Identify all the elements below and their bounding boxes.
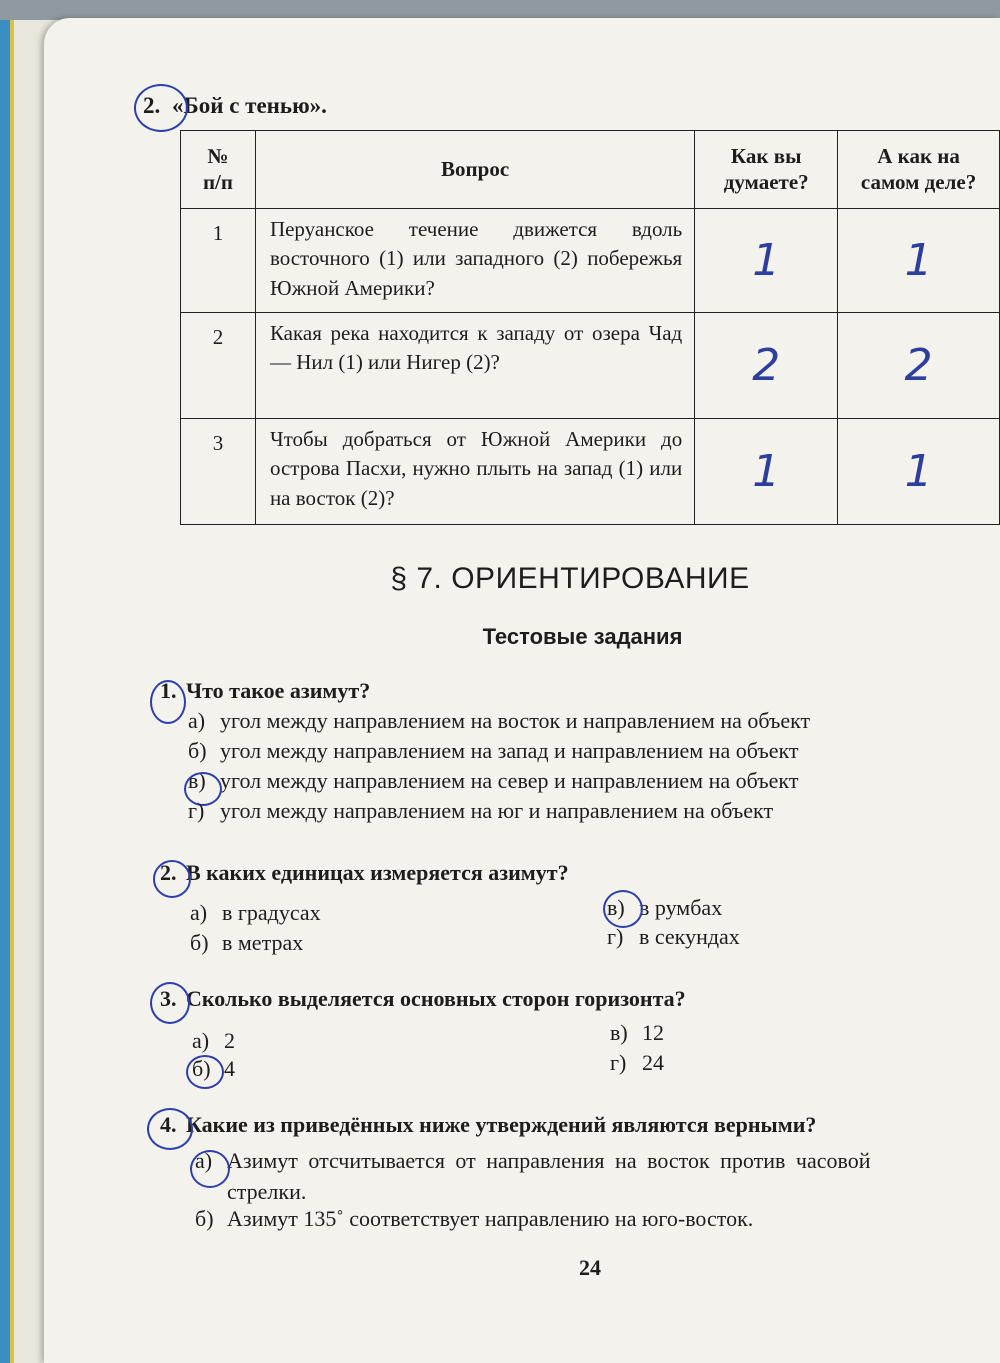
option-text: Азимут отсчитывается от направления на восток против часовой [227,1148,871,1173]
option-letter: в) [607,895,625,920]
question-2-title [160,860,569,886]
row-question: Какая река находится к западу от озера Чад — Нил (1) или Нигер (2)? [255,313,694,419]
row-question: Перуанское течение движется вдоль восточного (1) или западного (2) побережья Южной Америки? [255,209,694,313]
option-text: 4 [224,1056,235,1081]
option[interactable] [188,798,773,824]
task-number: 2. [143,93,161,118]
option[interactable] [610,1050,664,1076]
option-letter: г) [607,924,624,949]
option[interactable] [195,1206,753,1232]
option-text: угол между направлением на восток и направлением на объект [220,708,811,733]
table-row [181,419,1000,525]
option-text: Азимут 135˚ соответствует направлению на юго-восток. [227,1206,754,1231]
question-text: Сколько выделяется основных сторон горизонта? [186,986,686,1011]
handwritten-actual[interactable]: 1 [838,209,1000,313]
question-4-title [160,1112,816,1138]
header-actual: А как на самом деле? [838,131,1000,209]
handwritten-circle [153,860,191,898]
option-letter: а) [192,1028,210,1053]
header-number: № п/п [181,131,256,209]
section-title: § 7. ОРИЕНТИРОВАНИЕ [390,562,750,595]
handwritten-guess[interactable]: 1 [695,419,838,525]
option-letter: г) [610,1050,627,1075]
option-text: в метрах [222,930,304,955]
option[interactable] [190,900,321,926]
header-guess: Как вы думаете? [695,131,838,209]
handwritten-guess[interactable]: 2 [695,313,838,419]
question-number: 3. [160,986,177,1011]
row-number: 1 [181,209,256,313]
option-text: угол между направлением на юг и направлением на объект [220,798,774,823]
option[interactable] [188,738,799,764]
option-letter: б) [188,738,207,763]
option-text: в румбах [639,895,723,920]
question-3-title [160,986,686,1012]
handwritten-circle [150,982,190,1024]
option-letter: б) [195,1206,214,1231]
question-text: Какие из приведённых ниже утверждений являются верными? [186,1112,817,1137]
table-row [181,209,1000,313]
option[interactable] [188,708,810,734]
option-letter: в) [188,768,206,793]
option[interactable] [610,1020,664,1046]
option-text: 24 [642,1050,664,1075]
question-text: В каких единицах измеряется азимут? [186,860,569,885]
option-continuation: стрелки. [227,1179,307,1204]
question-text: Что такое азимут? [186,678,371,703]
quiz-table [180,130,1000,525]
handwritten-circle [147,1108,193,1150]
option-letter: б) [192,1056,211,1081]
option-text: угол между направлением на север и направлением на объект [220,768,799,793]
question-number: 1. [160,678,177,703]
handwritten-actual[interactable]: 2 [838,313,1000,419]
option[interactable] [607,924,740,950]
option[interactable] [192,1028,235,1054]
option-text: 2 [224,1028,235,1053]
task-title-text: «Бой с тенью». [172,93,327,118]
option[interactable] [188,768,798,794]
section-subtitle: Тестовые задания [482,624,683,649]
option-letter: в) [610,1020,628,1045]
option-letter: а) [195,1148,213,1173]
handwritten-circle [134,84,188,132]
header-question: Вопрос [255,131,694,209]
option-text: в градусах [222,900,321,925]
handwritten-circle [186,1055,224,1089]
option-letter: а) [190,900,208,925]
question-1-title [160,678,370,704]
option-letter: б) [190,930,209,955]
row-number: 3 [181,419,256,525]
handwritten-circle [190,1150,230,1188]
option-letter: а) [188,708,206,733]
option-letter: г) [188,798,205,823]
question-number: 4. [160,1112,177,1137]
question-number: 2. [160,860,177,885]
row-question: Чтобы добраться от Южной Америки до острова Пасхи, нужно плыть на запад (1) или на восток (2)? [255,419,694,525]
option[interactable] [190,930,303,956]
table-row [181,313,1000,419]
row-number: 2 [181,313,256,419]
option[interactable] [195,1148,871,1174]
option-text: в секундах [639,924,740,949]
table-header-row [181,131,1000,209]
option-text: 12 [642,1020,664,1045]
page-number: 24 [579,1255,601,1280]
handwritten-circle [150,680,186,724]
handwritten-actual[interactable]: 1 [838,419,1000,525]
handwritten-circle [603,890,643,928]
handwritten-guess[interactable]: 1 [695,209,838,313]
option-text: угол между направлением на запад и направлением на объект [220,738,799,763]
